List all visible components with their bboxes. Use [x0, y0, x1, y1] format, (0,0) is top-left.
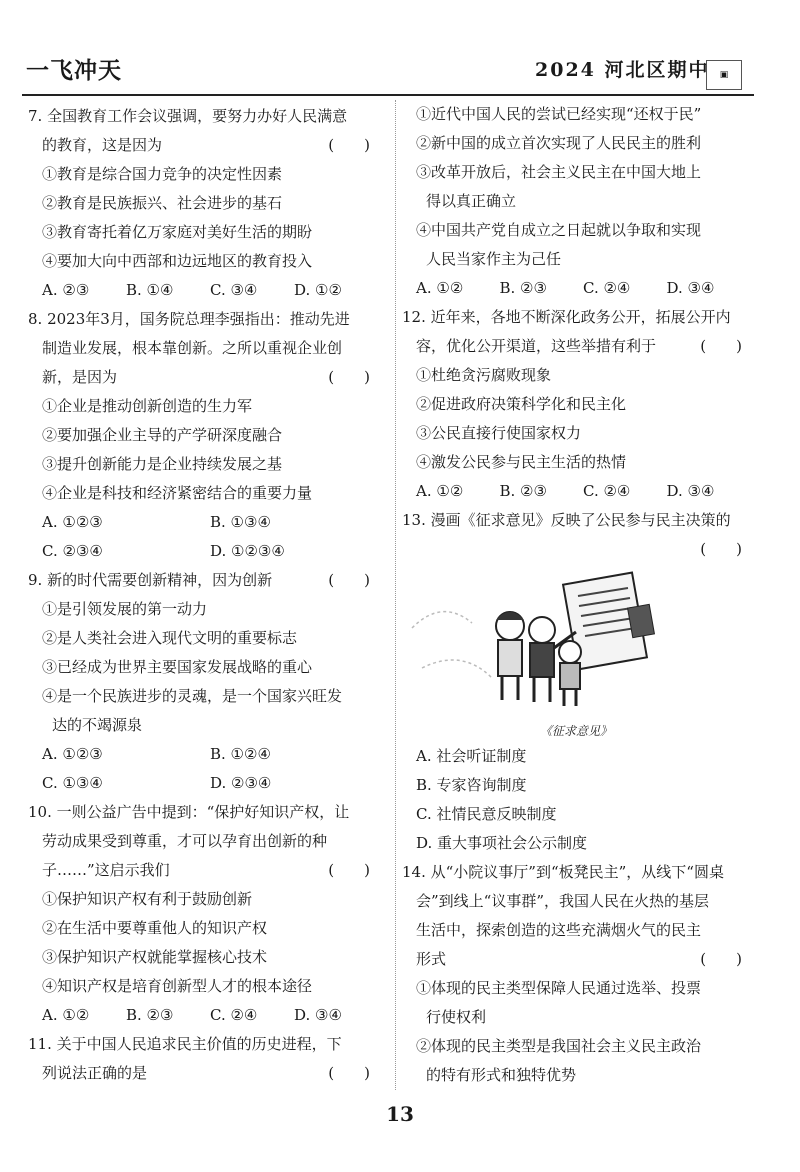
answer-choices [28, 769, 378, 798]
question-13 [402, 506, 750, 858]
choice-c: C. ②④ [583, 482, 631, 500]
exam-title: 2024 河北区期中 [535, 59, 710, 81]
option-statement: 达的不竭源泉 [52, 716, 143, 734]
question-stem: 会”到线上“议事群”，我国人民在火热的基层 [416, 892, 710, 910]
option-statement: ②是人类社会进入现代文明的重要标志 [42, 629, 298, 647]
question-stem: 子……”这启示我们 ( ) [28, 856, 378, 885]
option-statement: ①教育是综合国力竞争的决定性因素 [42, 165, 283, 183]
option-statement: ③教育寄托着亿万家庭对美好生活的期盼 [42, 223, 313, 241]
option-statement: 行使权利 [426, 1008, 487, 1026]
answer-choices [28, 537, 378, 566]
answer-paren: ( ) [700, 540, 742, 558]
choice-d: D. ③④ [294, 1006, 342, 1024]
question-stem: 11. 关于中国人民追求民主价值的历史进程，下 [28, 1035, 342, 1053]
page-number: 13 [386, 1102, 414, 1126]
choice-b: B. ②③ [126, 1006, 174, 1024]
option-statement: ④中国共产党自成立之日起就以争取和实现 [416, 221, 702, 239]
question-9 [28, 566, 378, 798]
option-statement: ②体现的民主类型是我国社会主义民主政治 [416, 1037, 702, 1055]
question-stem: 劳动成果受到尊重，才可以孕育出创新的种 [42, 832, 328, 850]
answer-choices [402, 477, 750, 506]
option-statement: ①近代中国人民的尝试已经实现“还权于民” [416, 105, 702, 123]
option-statement: ④企业是科技和经济紧密结合的重要力量 [42, 484, 313, 502]
question-stem: 7. 全国教育工作会议强调，要努力办好人民满意 [28, 107, 348, 125]
right-column [402, 100, 750, 1090]
question-stem: 生活中，探索创造的这些充满烟火气的民主 [416, 921, 702, 939]
choice-d: D. ②③④ [210, 774, 272, 792]
citizen-figure-icon [496, 612, 524, 700]
option-statement: ①企业是推动创新创造的生力军 [42, 397, 253, 415]
choice-a: A. ①② [42, 1006, 90, 1024]
question-stem: 形式 ( ) [402, 945, 750, 974]
question-stem: 13. 漫画《征求意见》反映了公民参与民主决策的 [402, 511, 731, 529]
answer-paren: ( ) [328, 136, 370, 154]
question-stem: 12. 近年来，各地不断深化政务公开，拓展公开内 [402, 308, 731, 326]
choice-b: B. ①③④ [210, 513, 271, 531]
cartoon-caption: 《征求意见》 [539, 724, 612, 738]
option-statement: ①保护知识产权有利于鼓励创新 [42, 890, 253, 908]
choice-b: B. ②③ [499, 482, 547, 500]
cartoon-image [402, 568, 750, 718]
option-statement: ①体现的民主类型保障人民通过选举、投票 [416, 979, 702, 997]
option-statement: ③提升创新能力是企业持续发展之基 [42, 455, 283, 473]
choice-b: B. ①②④ [210, 745, 271, 763]
question-stem: 容，优化公开渠道，这些举措有利于 ( ) [402, 332, 750, 361]
question-12 [402, 303, 750, 506]
choice-c: C. ①③④ [42, 774, 103, 792]
choice-d: D. ①② [294, 281, 342, 299]
answer-paren: ( ) [328, 861, 370, 879]
option-statement: ④是一个民族进步的灵魂，是一个国家兴旺发 [42, 687, 343, 705]
cartoon-illustration [402, 568, 750, 718]
choice-c: C. ②④ [583, 279, 631, 297]
option-statement: ③保护知识产权就能掌握核心技术 [42, 948, 268, 966]
corner-badge-icon: ▣ [706, 60, 742, 90]
choice-b: B. ①④ [126, 281, 174, 299]
answer-choices [28, 740, 378, 769]
question-stem: 9. 新的时代需要创新精神，因为创新 ( ) [28, 566, 378, 595]
answer-paren: ( ) [328, 368, 370, 386]
answer-paren: ( ) [328, 1064, 370, 1082]
option-statement: ③改革开放后，社会主义民主在中国大地上 [416, 163, 702, 181]
option-statement: ②促进政府决策科学化和民主化 [416, 395, 627, 413]
question-14 [402, 858, 750, 1090]
option-statement: ②教育是民族振兴、社会进步的基石 [42, 194, 283, 212]
choice-d: D. ③④ [666, 482, 715, 500]
left-column [28, 102, 378, 1088]
choice-d: D. ①②③④ [210, 542, 285, 560]
option-statement: D. 重大事项社会公示制度 [416, 834, 588, 852]
choice-b: B. ②③ [499, 279, 547, 297]
option-statement: ④知识产权是培育创新型人才的根本途径 [42, 977, 313, 995]
question-stem: 新，是因为 ( ) [28, 363, 378, 392]
header-rule [22, 94, 754, 96]
question-10 [28, 798, 378, 1030]
question-stem [402, 535, 750, 564]
choice-a: A. ②③ [42, 281, 90, 299]
choice-a: A. ①②③ [42, 745, 103, 763]
column-divider [395, 100, 396, 1090]
question-stem: 的教育，这是因为 ( ) [28, 131, 378, 160]
option-statement: ②新中国的成立首次实现了人民民主的胜利 [416, 134, 702, 152]
choice-c: C. ②④ [210, 1006, 258, 1024]
answer-paren: ( ) [700, 337, 742, 355]
question-11 [28, 1030, 378, 1088]
answer-choices [28, 276, 378, 305]
option-statement: 得以真正确立 [426, 192, 517, 210]
option-statement: 的特有形式和独特优势 [426, 1066, 577, 1084]
choice-a: A. ①② [416, 279, 464, 297]
question-stem: 14. 从“小院议事厅”到“板凳民主”，从线下“圆桌 [402, 863, 724, 881]
option-statement: B. 专家咨询制度 [416, 776, 527, 794]
option-statement: C. 社情民意反映制度 [416, 805, 557, 823]
option-statement: ②要加强企业主导的产学研深度融合 [42, 426, 283, 444]
choice-c: C. ③④ [210, 281, 258, 299]
choice-a: A. ①②③ [42, 513, 103, 531]
choice-a: A. ①② [416, 482, 464, 500]
answer-choices [28, 508, 378, 537]
choice-c: C. ②③④ [42, 542, 103, 560]
option-statement: A. 社会听证制度 [416, 747, 527, 765]
question-stem: 10. 一则公益广告中提到：“保护好知识产权，让 [28, 803, 350, 821]
option-statement: ③公民直接行使国家权力 [416, 424, 582, 442]
question-stem: 8. 2023年3月，国务院总理李强指出：推动先进 [28, 310, 350, 328]
answer-choices [28, 1001, 378, 1030]
option-statement: ②在生活中要尊重他人的知识产权 [42, 919, 268, 937]
citizen-figure-icon [559, 641, 581, 706]
option-statement: ①杜绝贪污腐败现象 [416, 366, 552, 384]
brand-logo: 一飞冲天 [26, 58, 122, 84]
option-statement: 人民当家作主为己任 [426, 250, 562, 268]
question-8 [28, 305, 378, 566]
option-statement: ④激发公民参与民主生活的热情 [416, 453, 627, 471]
option-statement: ③已经成为世界主要国家发展战略的重心 [42, 658, 313, 676]
question-stem: 制造业发展，根本靠创新。之所以重视企业创 [42, 339, 343, 357]
answer-paren: ( ) [700, 950, 742, 968]
choice-d: D. ③④ [666, 279, 715, 297]
question-7 [28, 102, 378, 305]
answer-paren: ( ) [328, 571, 370, 589]
answer-choices [402, 274, 750, 303]
question-11-continued [402, 100, 750, 303]
option-statement: ①是引领发展的第一动力 [42, 600, 208, 618]
option-statement: ④要加大向中西部和边远地区的教育投入 [42, 252, 313, 270]
question-stem: 列说法正确的是 ( ) [28, 1059, 378, 1088]
